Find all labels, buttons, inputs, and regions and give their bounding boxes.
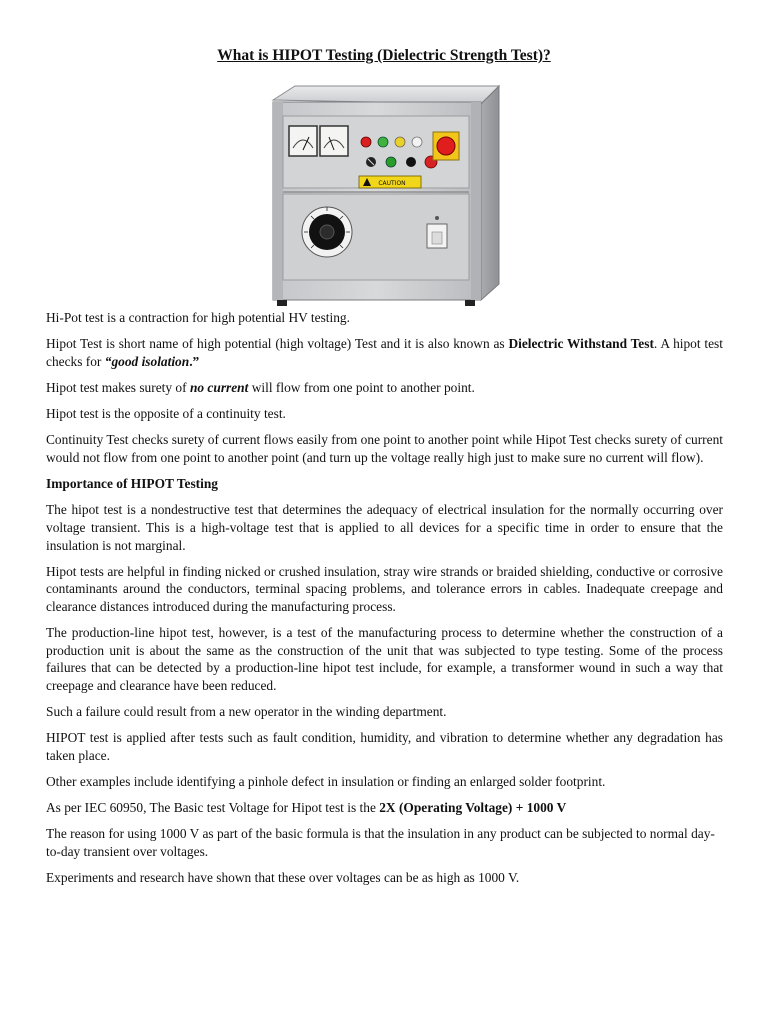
paragraph: As per IEC 60950, The Basic test Voltage for Hipot test is the 2X (Operating Voltage) + 1000 V bbox=[46, 800, 567, 816]
paragraph: Experiments and research have shown that these over voltages can be as high as 1000 V. bbox=[46, 870, 520, 886]
paragraph: Hipot tests are helpful in finding nicked or crushed insulation, stray wire strands or braided shielding, conductive or corrosive contaminants around the conductors, terminal spacing problems, and tolerance errors in cables. Inadequate creepage and clearance distances introduced during the manufacturing process. bbox=[46, 563, 723, 614]
paragraph: Such a failure could result from a new operator in the winding department. bbox=[46, 704, 447, 720]
paragraph: Hipot test is the opposite of a continuity test. bbox=[46, 406, 286, 422]
paragraph: Other examples include identifying a pinhole defect in insulation or finding an enlarged solder footprint. bbox=[46, 774, 606, 789]
paragraph: Hipot test makes surety of no current will flow from one point to another point. bbox=[46, 379, 475, 395]
paragraph: The reason for using 1000 V as part of the basic formula is that the insulation in any product can be subjected to normal day-to-day transient over voltages. bbox=[46, 826, 715, 859]
section-heading: Importance of HIPOT Testing bbox=[46, 476, 218, 492]
page-title: What is HIPOT Testing (Dielectric Strength Test)? bbox=[217, 47, 551, 64]
document-body bbox=[46, 309, 723, 895]
hipot-tester-photo bbox=[267, 82, 501, 310]
paragraph: Hi-Pot test is a contraction for high potential HV testing. bbox=[46, 310, 350, 325]
paragraph: The hipot test is a nondestructive test that determines the adequacy of electrical insulation for the normally occurring over voltage transient. This is a high-voltage test that is applied to all devices for a specific time in order to ensure that the insulation is not marginal. bbox=[46, 502, 723, 553]
caution-label-text: CAUTION bbox=[378, 180, 406, 187]
paragraph: Hipot Test is short name of high potential (high voltage) Test and it is also known as Dielectric Withstand Test. A hipot test checks for “good isolation.” bbox=[46, 336, 723, 369]
paragraph: HIPOT test is applied after tests such as fault condition, humidity, and vibration to determine whether any degradation has taken place. bbox=[46, 730, 723, 763]
paragraph: The production-line hipot test, however, is a test of the manufacturing process to determine whether the construction of a production unit is about the same as the construction of the unit that was subjected to type testing. Some of the process failures that can be detected by a production-line hipot test include, for example, a transformer wound in such a way that creepage and clearance have been reduced. bbox=[46, 625, 723, 693]
paragraph: Continuity Test checks surety of current flows easily from one point to another point while Hipot Test checks surety of current would not flow from one point to another point (and turn up the voltage really high just to make sure no current will flow). bbox=[46, 432, 723, 465]
